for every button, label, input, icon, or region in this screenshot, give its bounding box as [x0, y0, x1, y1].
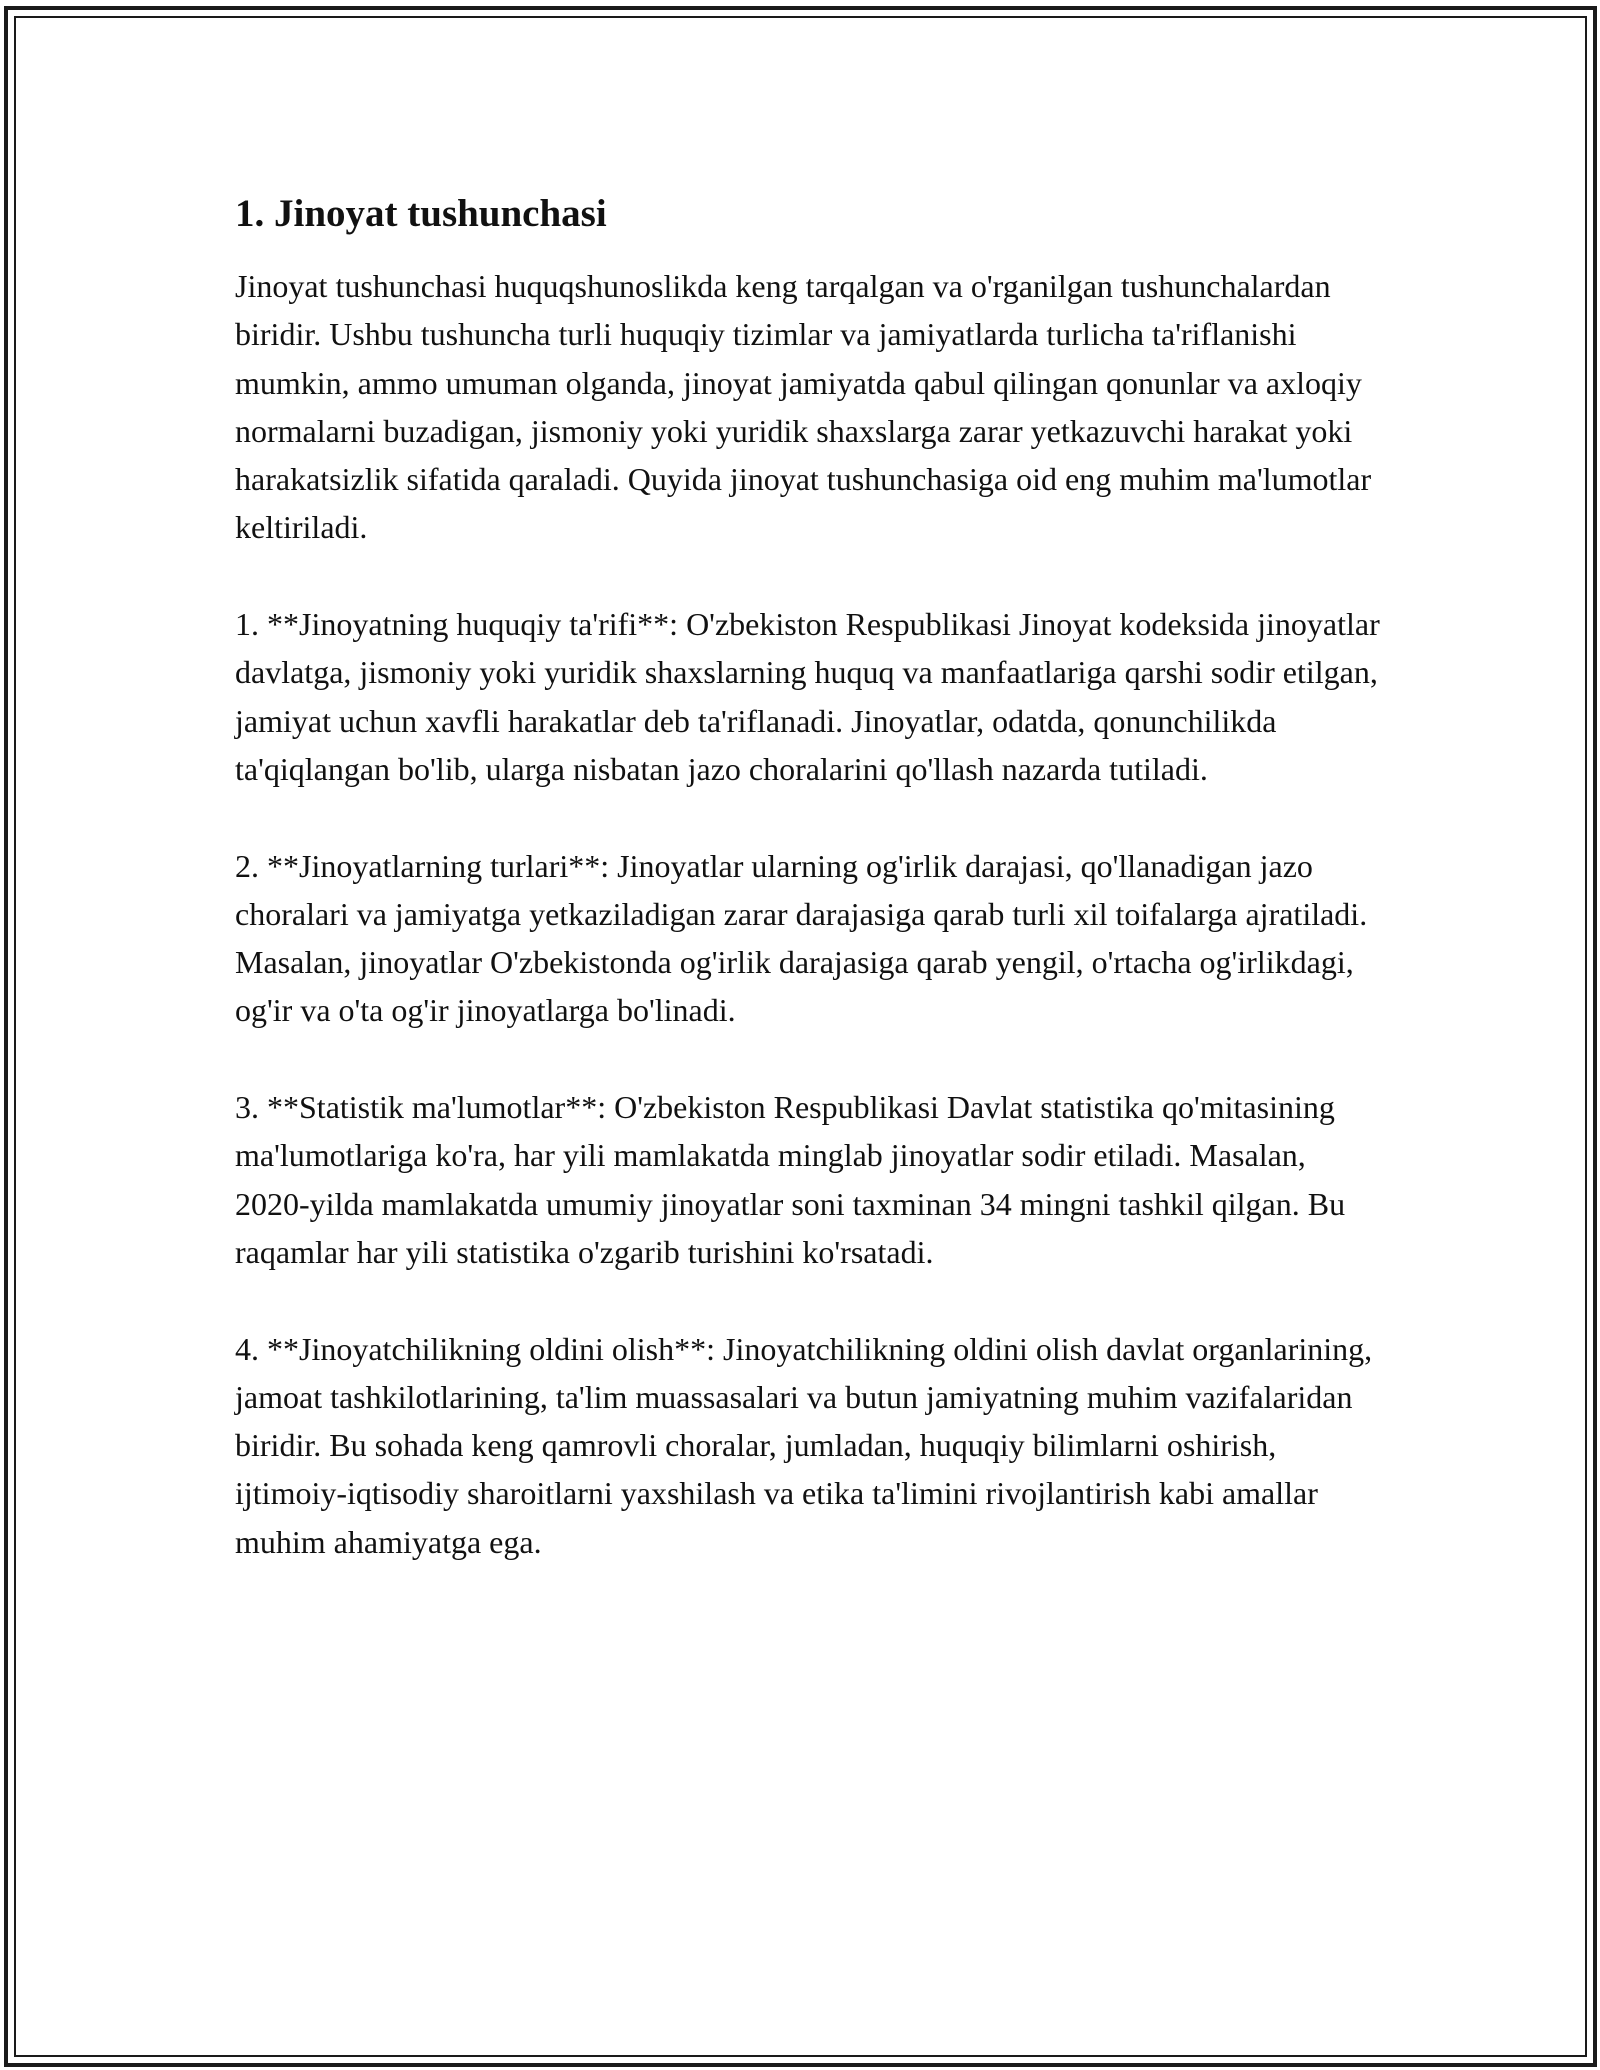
- paragraph-statistics: 3. **Statistik ma'lumotlar**: O'zbekiston Respublikasi Davlat statistika qo'mitasining ma'lumotlariga ko'ra, har yili mamlakatda minglab jinoyatlar sodir etiladi. Masalan, 2020-yilda mamlakatda umumiy jinoyatlar soni taxminan 34 mingni tashkil qilgan. Bu raqamlar har yili statistika o'zgarib turishini ko'rsatadi.: [235, 1089, 1346, 1270]
- paragraph-legal-definition: 1. **Jinoyatning huquqiy ta'rifi**: O'zbekiston Respublikasi Jinoyat kodeksida jinoyatlar davlatga, jismoniy yoki yuridik shaxslarning huquq va manfaatlariga qarshi sodir etilgan, jamiyat uchun xavfli harakatlar deb ta'riflanadi. Jinoyatlar, odatda, qonunchilikda ta'qiqlangan bo'lib, ularga nisbatan jazo choralarini qo'llash nazarda tutiladi.: [235, 606, 1380, 787]
- paragraph-crime-types: 2. **Jinoyatlarning turlari**: Jinoyatlar ularning og'irlik darajasi, qo'llanadigan jazo choralari va jamiyatga yetkaziladigan zarar darajasiga qarab turli xil toifalarga ajratiladi. Masalan, jinoyatlar O'zbekistonda og'irlik darajasiga qarab yengil, o'rtacha og'irlikdagi, og'ir va o'ta og'ir jinoyatlarga bo'linadi.: [235, 847, 1368, 1029]
- intro-paragraph: Jinoyat tushunchasi huquqshunoslikda keng tarqalgan va o'rganilgan tushunchalardan biridir. Ushbu tushuncha turli huquqiy tizimlar va jamiyatlarda turlicha ta'riflanishi mumkin, ammo umuman olganda, jinoyat jamiyatda qabul qilingan qonunlar va axloqiy normalarni buzadigan, jismoniy yoki yuridik shaxslarga zarar yetkazuvchi harakat yoki harakatsizlik sifatida qaraladi. Quyida jinoyat tushunchasiga oid eng muhim ma'lumotlar keltiriladi.: [235, 268, 1372, 546]
- section-title: 1. Jinoyat tushunchasi: [235, 192, 607, 235]
- document-body: [235, 186, 1385, 1614]
- paragraph-prevention: 4. **Jinoyatchilikning oldini olish**: Jinoyatchilikning oldini olish davlat organlarining, jamoat tashkilotlarining, ta'lim muassasalari va butun jamiyatning muhim vazifalaridan biridir. Bu sohada keng qamrovli choralar, jumladan, huquqiy bilimlarni oshirish, ijtimoiy-iqtisodiy sharoitlarni yaxshilash va etika ta'limini rivojlantirish kabi amallar muhim ahamiyatga ega.: [235, 1330, 1373, 1560]
